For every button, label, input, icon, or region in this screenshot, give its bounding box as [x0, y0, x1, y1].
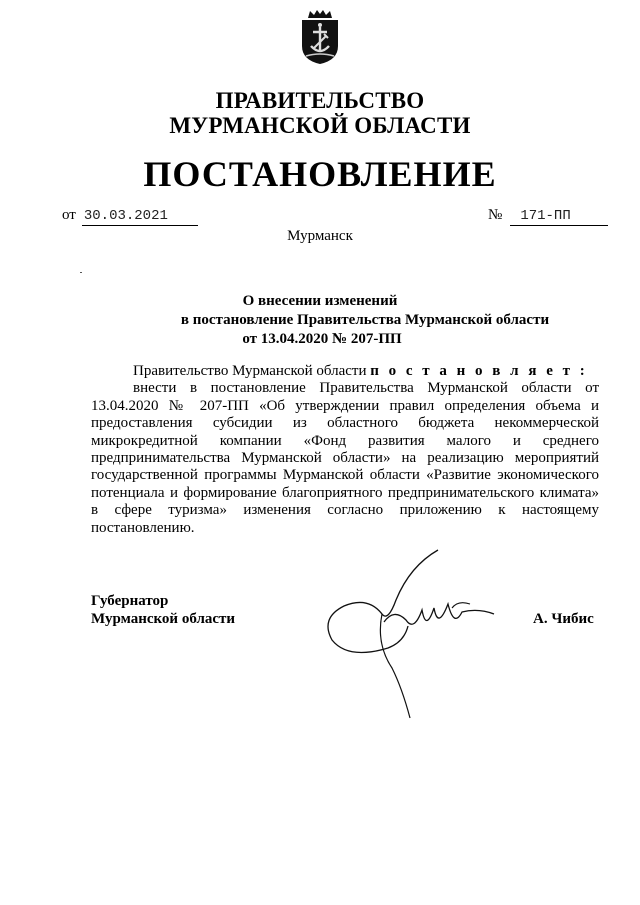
subject-heading	[0, 292, 640, 349]
date-value: 30.03.2021	[82, 207, 198, 226]
number-row	[488, 206, 608, 226]
subject-line2: в постановление Правительства Мурманской области	[180, 312, 550, 328]
city: Мурманск	[287, 228, 353, 244]
handwritten-signature	[318, 548, 518, 724]
intro-text: Правительство Мурманской области	[133, 363, 367, 379]
authority-title-line2: МУРМАНСКОЙ ОБЛАСТИ	[169, 113, 471, 138]
authority-title-line1: ПРАВИТЕЛЬСТВО	[215, 88, 425, 113]
scan-dot	[80, 272, 82, 273]
number-value: 171-ПП	[510, 207, 608, 226]
number-prefix: №	[488, 207, 503, 223]
main-paragraph: внести в постановление Правительства Мурманской области от 13.04.2020 № 207-ПП «Об утверждении правил определения объема и предоставления субсидии из областного бюджета некоммерческой микрокредитной компании «Фонд развития малого и среднего предпринимательства Мурманской области» на реализацию мероприятий государственной программы Мурманской области «Развитие экономического потенциала и формирование благоприятного предпринимательского климата» в сфере туризма» изменения согласно приложению к настоящему постановлению.	[91, 380, 599, 536]
subject-line1: О внесении изменений	[242, 293, 398, 309]
body-text	[91, 363, 599, 537]
signatory-title-line1: Губернатор	[91, 593, 169, 609]
intro-paragraph	[91, 363, 599, 380]
signatory-name: А. Чибис	[533, 611, 594, 627]
subject-line3: от 13.04.2020 № 207-ПП	[242, 331, 402, 347]
date-row	[62, 206, 198, 226]
date-prefix: от	[62, 207, 76, 223]
document-type: ПОСТАНОВЛЕНИЕ	[143, 154, 497, 194]
signatory-title	[91, 592, 235, 628]
coat-of-arms-icon	[294, 8, 346, 66]
decree-word: п о с т а н о в л я е т :	[370, 363, 588, 379]
signatory-title-line2: Мурманской области	[91, 611, 236, 627]
